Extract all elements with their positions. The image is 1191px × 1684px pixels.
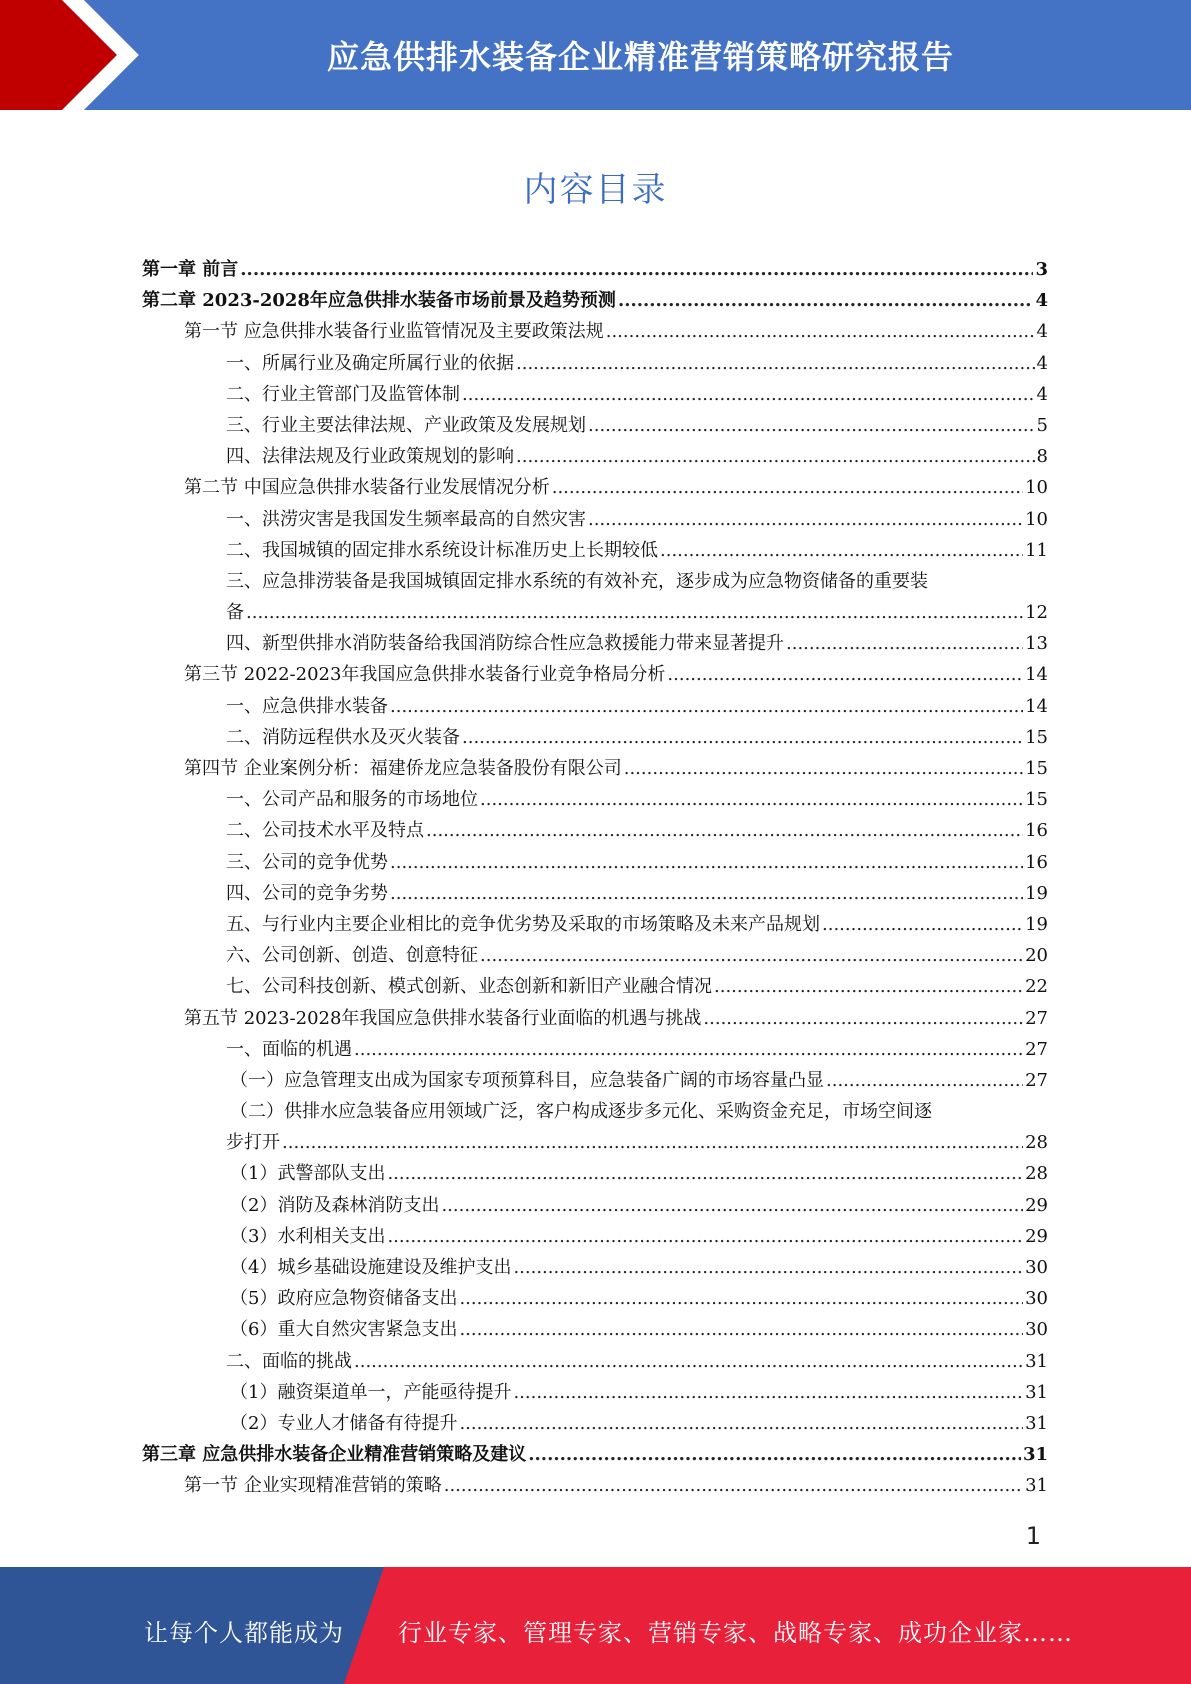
- toc-entry[interactable]: [142, 1190, 1048, 1221]
- toc-entry-label: 第四节 企业案例分析：福建侨龙应急装备股份有限公司: [184, 758, 622, 779]
- toc-entry[interactable]: [142, 815, 1048, 846]
- toc-entry-page: 11: [1025, 539, 1048, 561]
- toc-entry[interactable]: [142, 1408, 1048, 1439]
- toc-entry-page: 27: [1025, 1007, 1048, 1029]
- toc-entry-page: 14: [1025, 664, 1048, 686]
- toc-entry-label: 一、应急供排水装备: [226, 695, 388, 717]
- toc-entry-wrapped[interactable]: [142, 566, 1048, 628]
- toc-entry-label: 第三节 2022-2023年我国应急供排水装备行业竞争格局分析: [184, 664, 666, 686]
- toc-entry[interactable]: [142, 1283, 1048, 1314]
- toc-entry-page: 30: [1025, 1288, 1048, 1310]
- toc-entry-label: 步打开: [226, 1132, 280, 1154]
- toc-entry-page: 31: [1025, 1475, 1048, 1497]
- toc-entry[interactable]: [142, 1034, 1048, 1065]
- toc-entry[interactable]: [142, 1346, 1048, 1377]
- header-arrow-decoration: [0, 0, 150, 110]
- toc-entry-label: 五、与行业内主要企业相比的竞争优劣势及采取的市场策略及未来产品规划: [226, 913, 820, 935]
- toc-entry-page: 19: [1025, 913, 1048, 935]
- toc-entry-label: （4）城乡基础设施建设及维护支出: [230, 1257, 512, 1278]
- toc-entry-page: 29: [1025, 1194, 1048, 1216]
- toc-entry[interactable]: [142, 316, 1048, 347]
- toc-entry-label: 四、公司的竞争劣势: [226, 882, 388, 904]
- toc-entry-label: （3）水利相关支出: [230, 1225, 386, 1247]
- toc-entry[interactable]: [142, 535, 1048, 566]
- toc-entry-page: 19: [1025, 882, 1048, 904]
- toc-entry-label: 四、新型供排水消防装备给我国消防综合性应急救援能力带来显著提升: [226, 633, 784, 655]
- toc-entry-label: （5）政府应急物资储备支出: [230, 1288, 458, 1310]
- toc-entry-label: 四、法律法规及行业政策规划的影响: [226, 446, 514, 468]
- page-number: 1: [1025, 1522, 1041, 1550]
- toc-entry-label: （1）融资渠道单一，产能亟待提升: [230, 1381, 512, 1403]
- toc-entry-page: 30: [1025, 1319, 1048, 1341]
- toc-entry[interactable]: [142, 847, 1048, 878]
- toc-entry[interactable]: [142, 1439, 1048, 1470]
- toc-entry[interactable]: [142, 379, 1048, 410]
- toc-entry[interactable]: [142, 504, 1048, 535]
- toc-entry-page: 28: [1025, 1132, 1048, 1154]
- toc-entry-label: 二、面临的挑战: [226, 1350, 352, 1372]
- toc-entry-page: 4: [1036, 352, 1048, 374]
- toc-entry-label: 备: [226, 602, 244, 624]
- toc-entry-page: 14: [1025, 695, 1048, 717]
- footer-slogan-right: 行业专家、管理专家、营销专家、战略专家、成功企业家……: [398, 1619, 1073, 1647]
- toc-entry-label: 二、行业主管部门及监管体制: [226, 383, 460, 405]
- toc-entry[interactable]: [142, 753, 1048, 784]
- toc-entry-page: 16: [1025, 820, 1048, 842]
- toc-entry[interactable]: [142, 1158, 1048, 1189]
- toc-entry-page: 27: [1025, 1038, 1048, 1060]
- toc-entry-label: 二、消防远程供水及灭火装备: [226, 726, 460, 748]
- toc-entry[interactable]: [142, 784, 1048, 815]
- toc-entry[interactable]: [142, 659, 1048, 690]
- table-of-contents: [142, 254, 1048, 1502]
- toc-entry[interactable]: [142, 940, 1048, 971]
- toc-entry-label: 三、行业主要法律法规、产业政策及发展规划: [226, 414, 586, 436]
- toc-entry[interactable]: [142, 441, 1048, 472]
- toc-entry[interactable]: [142, 348, 1048, 379]
- toc-entry[interactable]: [142, 1221, 1048, 1252]
- toc-entry-page: 8: [1036, 446, 1048, 468]
- toc-heading: 内容目录: [523, 170, 668, 210]
- toc-entry-page: 27: [1025, 1069, 1048, 1091]
- toc-entry[interactable]: [142, 909, 1048, 940]
- toc-entry-page: 10: [1025, 508, 1048, 530]
- toc-entry-page: 31: [1025, 1350, 1048, 1372]
- toc-entry[interactable]: [142, 410, 1048, 441]
- toc-entry-page: 31: [1022, 1444, 1048, 1466]
- toc-entry-page: 31: [1025, 1381, 1048, 1403]
- toc-entry-label: 三、公司的竞争优势: [226, 851, 388, 873]
- toc-entry-label: 二、我国城镇的固定排水系统设计标准历史上长期较低: [226, 539, 658, 561]
- toc-entry[interactable]: [142, 285, 1048, 316]
- toc-entry[interactable]: [142, 254, 1048, 285]
- toc-entry-label-line1: 三、应急排涝装备是我国城镇固定排水系统的有效补充，逐步成为应急物资储备的重要装: [226, 570, 928, 592]
- toc-entry-page: 20: [1025, 945, 1048, 967]
- toc-entry-page: 3: [1035, 259, 1048, 280]
- report-title: 应急供排水装备企业精准营销策略研究报告: [326, 38, 954, 76]
- toc-entry-page: 15: [1025, 726, 1048, 748]
- toc-entry-label: 第二节 中国应急供排水装备行业发展情况分析: [184, 477, 550, 499]
- toc-entry-page: 13: [1025, 633, 1048, 655]
- footer-slogan-left: 让每个人都能成为: [144, 1619, 344, 1647]
- toc-entry-page: 29: [1025, 1225, 1048, 1247]
- toc-entry[interactable]: [142, 878, 1048, 909]
- toc-entry-label: 第一章 前言: [142, 259, 239, 280]
- toc-entry-page: 28: [1025, 1163, 1048, 1185]
- toc-entry-page: 15: [1025, 789, 1048, 811]
- toc-entry-label: 第三章 应急供排水装备企业精准营销策略及建议: [142, 1444, 527, 1466]
- page-header: [0, 0, 1191, 110]
- toc-entry-label: 一、所属行业及确定所属行业的依据: [226, 352, 514, 374]
- toc-entry-label: 第一节 应急供排水装备行业监管情况及主要政策法规: [184, 321, 604, 343]
- toc-entry-page: 16: [1025, 851, 1048, 873]
- toc-entry-page: 31: [1025, 1412, 1048, 1434]
- toc-entry[interactable]: [142, 971, 1048, 1002]
- toc-entry-label: （2）消防及森林消防支出: [230, 1194, 440, 1216]
- toc-entry-label: 七、公司科技创新、模式创新、业态创新和新旧产业融合情况: [226, 976, 712, 998]
- toc-entry-label: 一、面临的机遇: [226, 1038, 352, 1060]
- toc-entry-label: 六、公司创新、创造、创意特征: [226, 945, 478, 967]
- toc-entry[interactable]: [142, 1252, 1048, 1283]
- toc-entry[interactable]: [142, 628, 1048, 659]
- toc-entry[interactable]: [142, 1065, 1048, 1096]
- toc-entry-page: 22: [1025, 976, 1048, 998]
- toc-entry-label: （一）应急管理支出成为国家专项预算科目，应急装备广阔的市场容量凸显: [230, 1069, 824, 1091]
- toc-entry-page: 15: [1025, 758, 1048, 779]
- toc-entry-label: 第二章 2023-2028年应急供排水装备市场前景及趋势预测: [142, 290, 616, 312]
- toc-entry-page: 30: [1025, 1257, 1048, 1278]
- toc-entry-wrapped[interactable]: [142, 1096, 1048, 1158]
- toc-entry-page: 5: [1036, 414, 1048, 436]
- toc-entry-label: （2）专业人才储备有待提升: [230, 1412, 458, 1434]
- toc-entry[interactable]: [142, 1003, 1048, 1034]
- toc-entry-label: 一、洪涝灾害是我国发生频率最高的自然灾害: [226, 508, 586, 530]
- toc-entry[interactable]: [142, 1314, 1048, 1345]
- toc-entry-label-line1: （二）供排水应急装备应用领域广泛，客户构成逐步多元化、采购资金充足，市场空间逐: [230, 1101, 932, 1123]
- toc-entry-page: 4: [1036, 383, 1048, 405]
- toc-entry[interactable]: [142, 722, 1048, 753]
- toc-entry-page: 4: [1036, 321, 1048, 343]
- toc-entry[interactable]: [142, 691, 1048, 722]
- toc-entry-label: （6）重大自然灾害紧急支出: [230, 1319, 458, 1341]
- toc-entry-label: 第一节 企业实现精准营销的策略: [184, 1475, 442, 1497]
- toc-entry[interactable]: [142, 472, 1048, 503]
- toc-entry-label: （1）武警部队支出: [230, 1163, 386, 1185]
- toc-entry-label: 一、公司产品和服务的市场地位: [226, 789, 478, 811]
- toc-entry[interactable]: [142, 1377, 1048, 1408]
- toc-entry-label: 第五节 2023-2028年我国应急供排水装备行业面临的机遇与挑战: [184, 1007, 702, 1029]
- toc-entry-label: 二、公司技术水平及特点: [226, 820, 424, 842]
- toc-entry-page: 10: [1025, 477, 1048, 499]
- toc-entry[interactable]: [142, 1470, 1048, 1501]
- toc-entry-page: 4: [1035, 290, 1048, 312]
- toc-entry-page: 12: [1025, 602, 1048, 624]
